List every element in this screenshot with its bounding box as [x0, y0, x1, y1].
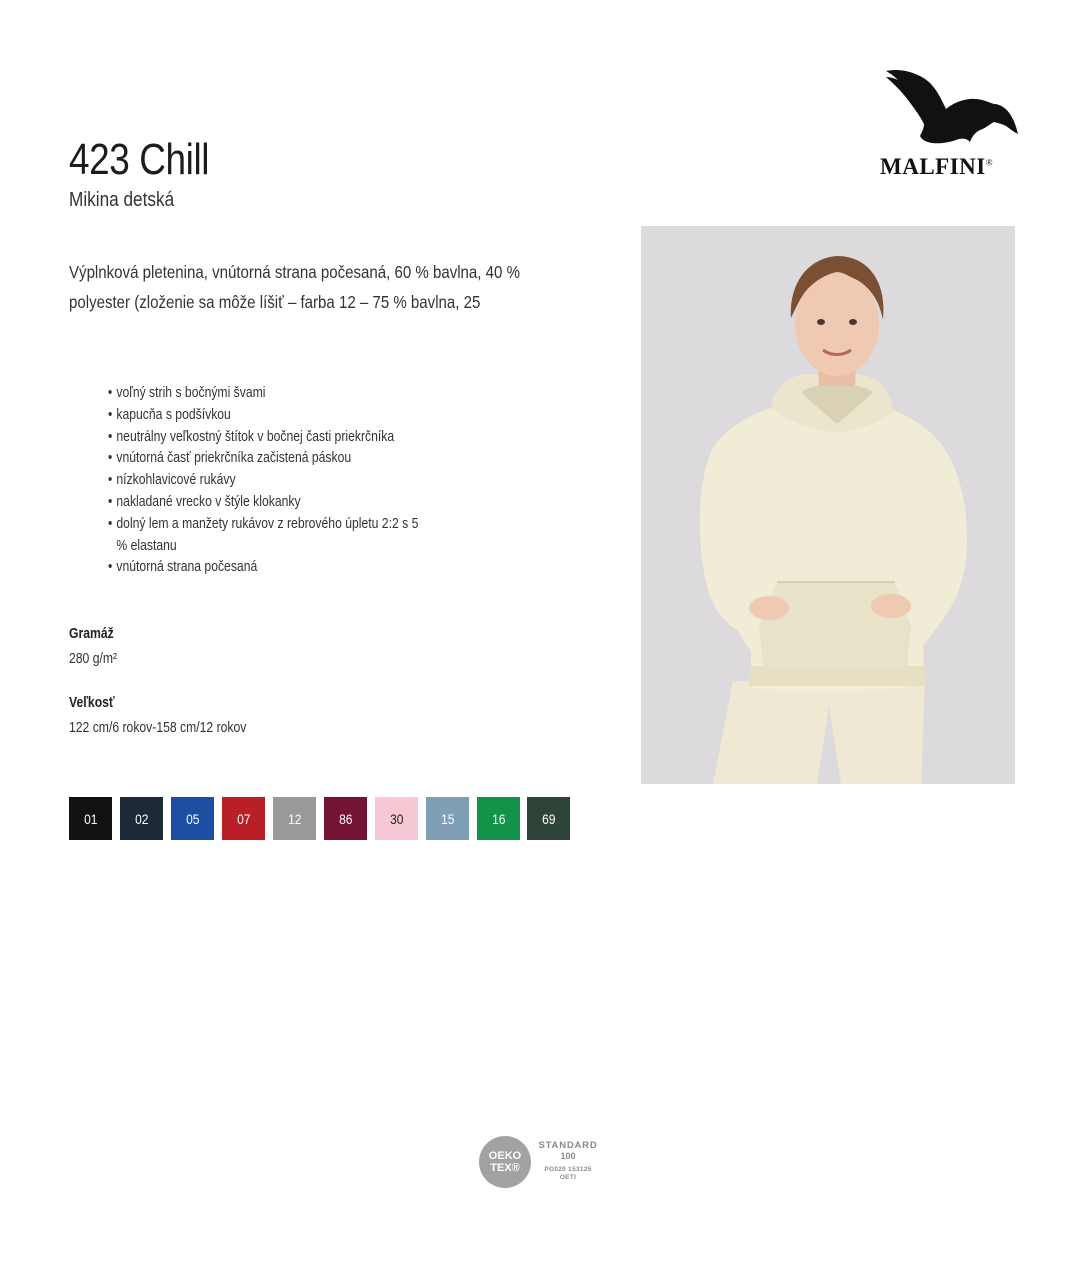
feature-item: • vnútorná časť priekrčníka začistená páskou — [108, 448, 427, 470]
color-code: 12 — [287, 810, 302, 827]
standard-number: 100 — [560, 1151, 576, 1161]
feature-item: • dolný lem a manžety rukávov z rebrového úpletu 2:2 s 5 % elastanu — [108, 514, 427, 558]
oeko-tex-standard — [533, 1141, 603, 1182]
eagle-icon — [880, 66, 1030, 152]
feature-item: • nakladané vrecko v štýle klokanky — [108, 492, 427, 514]
size-value: 122 cm/6 rokov-158 cm/12 rokov — [69, 720, 247, 736]
weight-value: 280 g/m² — [69, 651, 118, 667]
brand-logo — [880, 66, 1030, 178]
oeko-line2: TEX® — [490, 1162, 520, 1174]
feature-item: • kapucňa s podšívkou — [108, 405, 427, 427]
color-swatch[interactable] — [222, 797, 265, 840]
color-swatch[interactable] — [426, 797, 469, 840]
color-swatch[interactable] — [375, 797, 418, 840]
size-label: Veľkosť — [69, 695, 115, 711]
color-code: 16 — [491, 810, 506, 827]
color-swatch[interactable] — [324, 797, 367, 840]
color-swatch[interactable] — [69, 797, 112, 840]
color-swatch[interactable] — [477, 797, 520, 840]
feature-list — [108, 383, 427, 579]
standard-label: STANDARD — [538, 1140, 598, 1151]
feature-item: • vnútorná strana počesaná — [108, 557, 427, 579]
color-swatch[interactable] — [120, 797, 163, 840]
product-photo — [641, 226, 1015, 784]
product-description: Výplnková pletenina, vnútorná strana počesaná, 60 % bavlna, 40 % polyester (zloženie sa môže líšiť – farba 12 – 75 % bavlna, 25 — [69, 262, 520, 312]
color-swatch[interactable] — [527, 797, 570, 840]
color-swatch[interactable] — [171, 797, 214, 840]
color-swatch[interactable] — [273, 797, 316, 840]
feature-item: • nízkohlavicové rukávy — [108, 470, 427, 492]
color-code: 07 — [236, 810, 251, 827]
color-code: 86 — [338, 810, 353, 827]
color-code: 30 — [389, 810, 404, 827]
weight-label: Gramáž — [69, 626, 114, 642]
feature-item: • voľný strih s bočnými švami — [108, 383, 427, 405]
child-hoodie-illustration — [641, 226, 1015, 784]
color-code: 69 — [541, 810, 556, 827]
feature-item: • neutrálny veľkostný štítok v bočnej časti priekrčníka — [108, 427, 427, 449]
color-code: 05 — [185, 810, 200, 827]
color-code: 01 — [83, 810, 98, 827]
oeko-tex-badge — [479, 1136, 531, 1188]
certificate-code: PG020 153125 — [544, 1166, 592, 1173]
brand-name: MALFINI® — [880, 154, 994, 179]
certificate-institute: OETI — [559, 1174, 577, 1181]
product-title: 423 Chill — [69, 135, 210, 184]
oeko-line1: OEKO — [488, 1150, 522, 1162]
color-code: 02 — [134, 810, 149, 827]
product-subtitle: Mikina detská — [69, 189, 175, 211]
color-code: 15 — [440, 810, 455, 827]
